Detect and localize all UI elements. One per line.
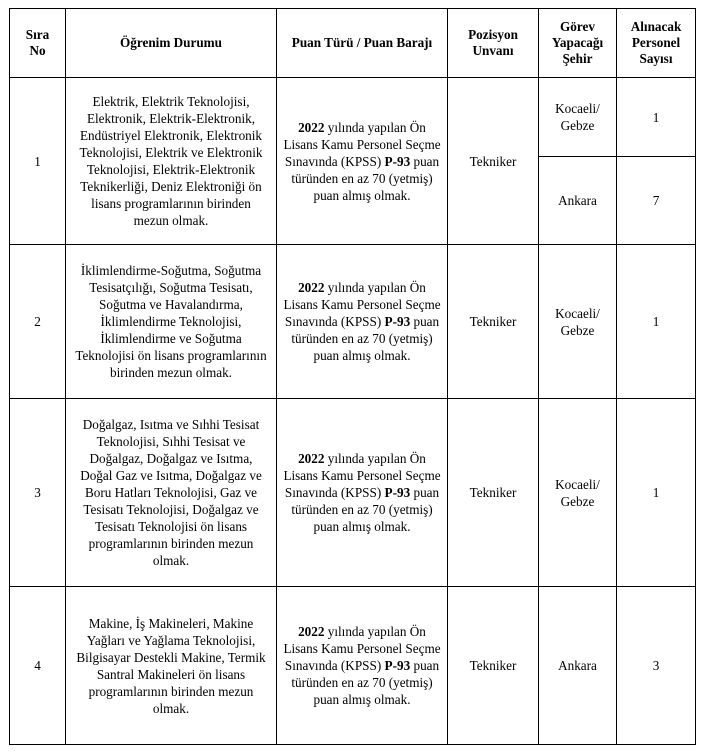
header-gorev-sehir: Görev Yapacağı Şehir	[539, 9, 617, 78]
position-cell: Tekniker	[448, 587, 539, 745]
header-personel-sayisi: Alınacak Personel Sayısı	[617, 9, 696, 78]
score-text-end: puan türünden en az 70 (yetmiş) puan almış olmak.	[291, 485, 440, 534]
education-cell: İklimlendirme-Soğutma, Soğutma Tesisatçılığı, Soğutma Tesisatı, Soğutma ve Havalandırma, İklimlendirme Teknolojisi, İklimlendirme ve Soğutma Teknolojisi ön lisans programlarının birinden mezun olmak.	[66, 245, 277, 399]
count-cell: 1	[617, 245, 696, 399]
score-cell	[277, 399, 448, 587]
score-type-code: P-93	[384, 658, 411, 673]
city-cell: Ankara	[539, 157, 617, 245]
position-cell: Tekniker	[448, 399, 539, 587]
recruitment-table	[9, 8, 696, 745]
score-text-end: puan türünden en az 70 (yetmiş) puan almış olmak.	[291, 314, 440, 363]
score-cell	[277, 587, 448, 745]
header-sira-no: Sıra No	[10, 9, 66, 78]
header-ogrenim-durumu: Öğrenim Durumu	[66, 9, 277, 78]
position-cell: Tekniker	[448, 78, 539, 245]
score-text-end: puan türünden en az 70 (yetmiş) puan almış olmak.	[291, 153, 440, 203]
education-cell: Doğalgaz, Isıtma ve Sıhhi Tesisat Teknolojisi, Sıhhi Tesisat ve Doğalgaz, Doğalgaz ve Isıtma, Doğal Gaz ve Isıtma, Doğalgaz ve Boru Hatları Teknolojisi, Gaz ve Tesisatı Teknolojisi, Doğalgaz ve Tesisatı Teknolojisi ön lisans programlarının birinden mezun olmak.	[66, 399, 277, 587]
score-type-code: P-93	[384, 485, 411, 500]
header-row	[10, 9, 696, 78]
position-cell: Tekniker	[448, 245, 539, 399]
score-text-mid: yılında yapılan Ön Lisans Kamu Personel Seçme Sınavında (KPSS)	[283, 451, 441, 500]
row-number: 2	[10, 245, 66, 399]
score-type-code: P-93	[384, 153, 411, 169]
exam-year: 2022	[298, 451, 325, 466]
count-cell: 7	[617, 157, 696, 245]
count-cell: 1	[617, 78, 696, 157]
exam-year: 2022	[298, 624, 325, 639]
education-cell: Elektrik, Elektrik Teknolojisi, Elektronik, Elektrik-Elektronik, Endüstriyel Elektronik, Elektronik Teknolojisi, Elektrik ve Elektronik Teknolojisi, Elektrik-Elektronik Teknikerliği, Deniz Elektroniği ön lisans programlarının birinden mezun olmak.	[66, 78, 277, 245]
city-cell: Ankara	[539, 587, 617, 745]
score-text-mid: yılında yapılan Ön Lisans Kamu Personel Seçme Sınavında (KPSS)	[283, 119, 441, 169]
score-cell	[277, 245, 448, 399]
city-cell: Kocaeli/ Gebze	[539, 399, 617, 587]
city-cell: Kocaeli/ Gebze	[539, 78, 617, 157]
table-row	[10, 245, 696, 399]
score-text-end: puan türünden en az 70 (yetmiş) puan almış olmak.	[291, 658, 440, 707]
table-row	[10, 78, 696, 157]
row-number: 3	[10, 399, 66, 587]
table-row	[10, 399, 696, 587]
exam-year: 2022	[298, 280, 325, 295]
exam-year: 2022	[298, 119, 325, 135]
header-pozisyon-unvani: Pozisyon Unvanı	[448, 9, 539, 78]
score-text-mid: yılında yapılan Ön Lisans Kamu Personel Seçme Sınavında (KPSS)	[283, 624, 441, 673]
count-cell: 3	[617, 587, 696, 745]
count-cell: 1	[617, 399, 696, 587]
city-cell: Kocaeli/ Gebze	[539, 245, 617, 399]
row-number: 4	[10, 587, 66, 745]
education-cell: Makine, İş Makineleri, Makine Yağları ve Yağlama Teknolojisi, Bilgisayar Destekli Makine, Termik Santral Makineleri ön lisans programlarının birinden mezun olmak.	[66, 587, 277, 745]
score-type-code: P-93	[384, 314, 411, 329]
table-row	[10, 587, 696, 745]
header-puan-turu: Puan Türü / Puan Barajı	[277, 9, 448, 78]
row-number: 1	[10, 78, 66, 245]
score-cell	[277, 78, 448, 245]
score-text-mid: yılında yapılan Ön Lisans Kamu Personel Seçme Sınavında (KPSS)	[283, 280, 441, 329]
